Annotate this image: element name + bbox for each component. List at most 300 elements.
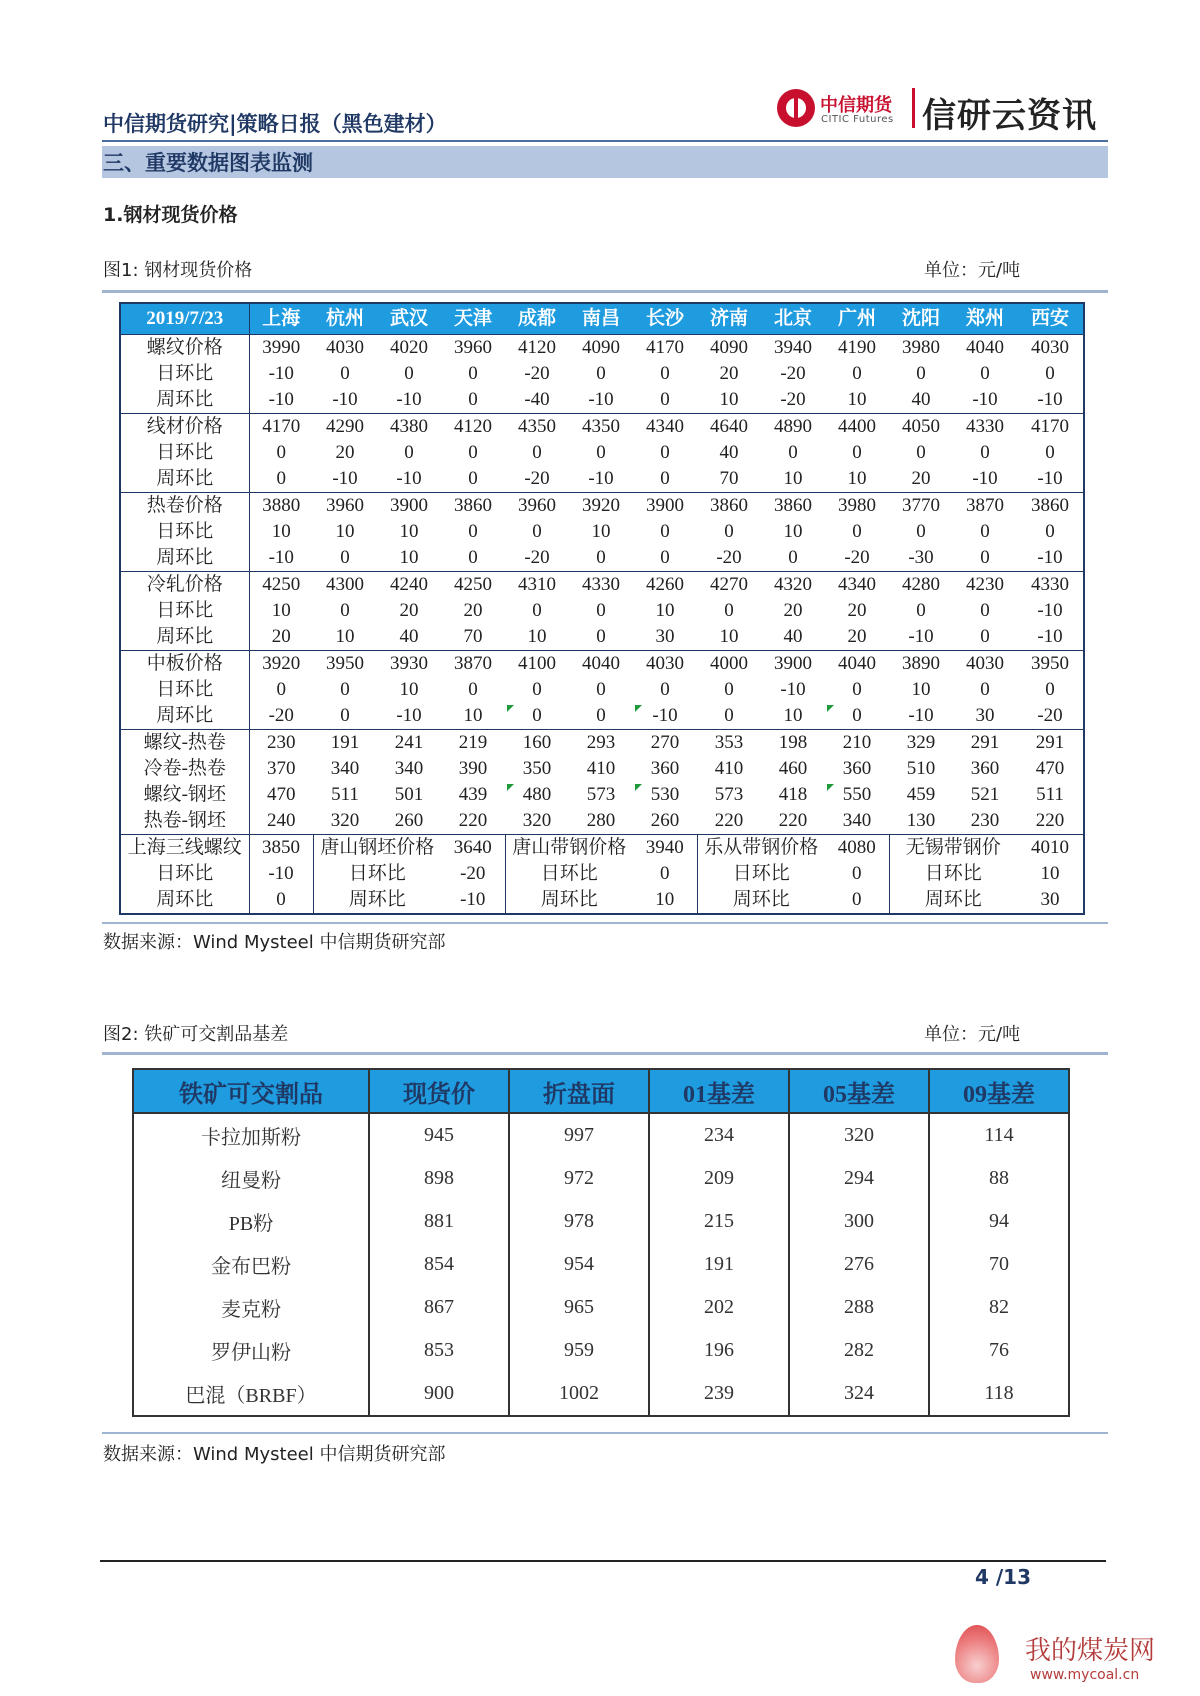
value-cell: 0 <box>1045 442 1055 463</box>
extra-value: 3850 <box>249 835 313 862</box>
table-row <box>133 1329 1069 1372</box>
table-row <box>120 756 1084 782</box>
value-cell: 898 <box>369 1157 509 1200</box>
value-cell: 410 <box>586 758 616 779</box>
table-row <box>133 1243 1069 1286</box>
value-cell: 4330 <box>569 572 633 599</box>
value-cell: 215 <box>649 1200 789 1243</box>
value-cell: 0 <box>468 468 478 489</box>
value-cell: 1002 <box>509 1372 649 1416</box>
fig2-source: 数据来源：Wind Mysteel 中信期货研究部 <box>103 1444 446 1465</box>
value-cell: 40 <box>911 389 931 410</box>
value-cell: -20 <box>524 363 550 384</box>
value-cell: -20 <box>524 468 550 489</box>
ore-name-cell: 金布巴粉 <box>133 1243 369 1286</box>
value-cell: 0 <box>825 703 889 730</box>
value-cell: -20 <box>780 389 806 410</box>
value-cell: -10 <box>332 468 358 489</box>
fig1-source: 数据来源：Wind Mysteel 中信期货研究部 <box>103 932 446 953</box>
column-header: 铁矿可交割品 <box>133 1069 369 1113</box>
value-cell: 4030 <box>633 651 697 678</box>
value-cell: 320 <box>522 810 552 831</box>
header-divider <box>102 140 1108 142</box>
value-cell: 4270 <box>697 572 761 599</box>
value-cell: 4340 <box>825 572 889 599</box>
value-cell: 202 <box>649 1286 789 1329</box>
value-cell: 972 <box>509 1157 649 1200</box>
extra-row <box>120 835 1084 862</box>
value-cell: 4290 <box>313 414 377 441</box>
value-cell: 10 <box>463 705 483 726</box>
value-cell: 160 <box>505 730 569 757</box>
value-cell: 360 <box>842 758 872 779</box>
fig1-caption: 图1: 钢材现货价格 <box>103 260 253 281</box>
value-cell: 0 <box>340 705 350 726</box>
value-cell: 198 <box>761 730 825 757</box>
value-cell: -20 <box>716 547 742 568</box>
value-cell: 20 <box>335 442 355 463</box>
value-cell: 853 <box>369 1329 509 1372</box>
row-label: 日环比 <box>120 519 249 545</box>
value-cell: 353 <box>697 730 761 757</box>
row-label: 中板价格 <box>120 651 249 678</box>
table-row <box>133 1200 1069 1243</box>
value-cell: 4040 <box>953 335 1017 362</box>
value-cell: 3920 <box>249 651 313 678</box>
table-row <box>120 651 1084 678</box>
watermark-text: 我的煤炭网 <box>1025 1636 1156 1666</box>
ore-name-cell: 卡拉加斯粉 <box>133 1113 369 1157</box>
value-cell: 4040 <box>569 651 633 678</box>
value-cell: 954 <box>509 1243 649 1286</box>
value-cell: 219 <box>441 730 505 757</box>
value-cell: 4250 <box>249 572 313 599</box>
value-cell: 0 <box>660 468 670 489</box>
value-cell: 360 <box>650 758 680 779</box>
value-cell: 10 <box>399 679 419 700</box>
value-cell: 3960 <box>505 493 569 520</box>
value-cell: 4400 <box>825 414 889 441</box>
table-row <box>120 572 1084 599</box>
subsection-title: 1.钢材现货价格 <box>103 204 238 226</box>
value-cell: 0 <box>276 679 286 700</box>
value-cell: 4050 <box>889 414 953 441</box>
value-cell: 320 <box>789 1113 929 1157</box>
value-cell: 10 <box>655 600 675 621</box>
column-header: 05基差 <box>789 1069 929 1113</box>
value-cell: 130 <box>906 810 936 831</box>
value-cell: 10 <box>271 521 291 542</box>
value-cell: 230 <box>970 810 1000 831</box>
value-cell: 3980 <box>889 335 953 362</box>
value-cell: -40 <box>524 389 550 410</box>
value-cell: 501 <box>394 784 424 805</box>
value-cell: 300 <box>789 1200 929 1243</box>
value-cell: 220 <box>778 810 808 831</box>
city-header: 北京 <box>761 303 825 335</box>
value-cell: 0 <box>980 679 990 700</box>
table-row <box>120 598 1084 624</box>
value-cell: 350 <box>522 758 552 779</box>
value-cell: 10 <box>911 679 931 700</box>
value-cell: 0 <box>660 363 670 384</box>
value-cell: 20 <box>847 626 867 647</box>
value-cell: 4380 <box>377 414 441 441</box>
extra-value: -10 <box>441 887 505 914</box>
ore-name-cell: 纽曼粉 <box>133 1157 369 1200</box>
value-cell: 439 <box>458 784 488 805</box>
value-cell: 530 <box>633 782 697 808</box>
value-cell: 0 <box>340 547 350 568</box>
city-header: 广州 <box>825 303 889 335</box>
value-cell: 3900 <box>761 651 825 678</box>
value-cell: 470 <box>1035 758 1065 779</box>
extra-value: 4080 <box>825 835 889 862</box>
table-row <box>120 519 1084 545</box>
value-cell: 945 <box>369 1113 509 1157</box>
value-cell: -10 <box>972 468 998 489</box>
extra-label: 乐从带钢价格 <box>697 835 825 862</box>
table-row <box>120 624 1084 651</box>
value-cell: 0 <box>852 363 862 384</box>
value-cell: 329 <box>889 730 953 757</box>
value-cell: 0 <box>980 600 990 621</box>
value-cell: 4120 <box>441 414 505 441</box>
value-cell: 390 <box>458 758 488 779</box>
value-cell: 550 <box>825 782 889 808</box>
value-cell: 4030 <box>953 651 1017 678</box>
value-cell: 0 <box>916 600 926 621</box>
column-header: 09基差 <box>929 1069 1069 1113</box>
value-cell: 0 <box>724 600 734 621</box>
table-row <box>120 387 1084 414</box>
city-header: 长沙 <box>633 303 697 335</box>
city-header: 天津 <box>441 303 505 335</box>
value-cell: 3960 <box>441 335 505 362</box>
value-cell: 0 <box>916 442 926 463</box>
value-cell: 40 <box>399 626 419 647</box>
value-cell: 240 <box>267 810 296 831</box>
value-cell: -10 <box>332 389 358 410</box>
value-cell: -10 <box>396 389 422 410</box>
value-cell: 3770 <box>889 493 953 520</box>
value-cell: 4890 <box>761 414 825 441</box>
value-cell: -20 <box>780 363 806 384</box>
value-cell: 82 <box>929 1286 1069 1329</box>
value-cell: 0 <box>596 679 606 700</box>
value-cell: 0 <box>660 521 670 542</box>
value-cell: 3950 <box>313 651 377 678</box>
value-cell: 900 <box>369 1372 509 1416</box>
value-cell: 959 <box>509 1329 649 1372</box>
extra-label: 日环比 <box>120 861 249 887</box>
value-cell: -10 <box>1037 547 1063 568</box>
value-cell: 70 <box>929 1243 1069 1286</box>
flame-logo-icon <box>955 1625 999 1683</box>
extra-value: 4010 <box>1017 835 1084 862</box>
row-label: 螺纹价格 <box>120 335 249 362</box>
value-cell: 220 <box>458 810 488 831</box>
value-cell: 0 <box>404 363 414 384</box>
value-cell: 4350 <box>569 414 633 441</box>
value-cell: 4040 <box>825 651 889 678</box>
logo-english-name: CITIC Futures <box>821 114 894 125</box>
value-cell: 3980 <box>825 493 889 520</box>
row-label: 日环比 <box>120 598 249 624</box>
value-cell: 0 <box>660 547 670 568</box>
extra-label: 日环比 <box>732 863 790 884</box>
value-cell: 0 <box>660 442 670 463</box>
value-cell: 3900 <box>377 493 441 520</box>
extra-value: 3640 <box>441 835 505 862</box>
value-cell: 965 <box>509 1286 649 1329</box>
value-cell: 0 <box>468 389 478 410</box>
value-cell: 3860 <box>761 493 825 520</box>
extra-label: 无锡带钢价 <box>889 835 1017 862</box>
value-cell: 4340 <box>633 414 697 441</box>
value-cell: 340 <box>394 758 424 779</box>
ore-name-cell: 罗伊山粉 <box>133 1329 369 1372</box>
value-cell: 10 <box>335 521 355 542</box>
value-cell: 3960 <box>313 493 377 520</box>
section-title: 三、重要数据图表监测 <box>103 151 313 175</box>
value-cell: 3860 <box>697 493 761 520</box>
value-cell: 282 <box>789 1329 929 1372</box>
value-cell: 0 <box>596 600 606 621</box>
value-cell: 3880 <box>249 493 313 520</box>
fig2-bottom-line <box>102 1432 1108 1434</box>
extra-value: 3940 <box>633 835 697 862</box>
value-cell: -10 <box>780 679 806 700</box>
city-header: 成都 <box>505 303 569 335</box>
value-cell: 10 <box>719 389 739 410</box>
value-cell: 0 <box>852 442 862 463</box>
value-cell: 320 <box>330 810 360 831</box>
city-header: 郑州 <box>953 303 1017 335</box>
value-cell: 10 <box>719 626 739 647</box>
value-cell: 4350 <box>505 414 569 441</box>
row-label: 周环比 <box>120 387 249 414</box>
value-cell: 480 <box>505 782 569 808</box>
value-cell: 291 <box>1017 730 1084 757</box>
value-cell: -10 <box>268 389 294 410</box>
value-cell: 418 <box>778 784 808 805</box>
value-cell: 3870 <box>953 493 1017 520</box>
value-cell: 30 <box>655 626 675 647</box>
footer-divider <box>100 1560 1106 1562</box>
value-cell: 10 <box>783 521 803 542</box>
value-cell: 30 <box>975 705 995 726</box>
table-row <box>120 440 1084 466</box>
value-cell: 76 <box>929 1329 1069 1372</box>
value-cell: 0 <box>340 600 350 621</box>
extra-value: 0 <box>249 887 313 914</box>
value-cell: 0 <box>1045 521 1055 542</box>
logo-separator <box>912 88 915 128</box>
extra-label: 唐山带钢价格 <box>505 835 633 862</box>
page-number: 4 /13 <box>975 1565 1032 1589</box>
table-row <box>120 703 1084 730</box>
city-header: 杭州 <box>313 303 377 335</box>
row-label: 线材价格 <box>120 414 249 441</box>
fig1-top-line <box>102 290 1108 293</box>
value-cell: 0 <box>404 442 414 463</box>
value-cell: 4250 <box>441 572 505 599</box>
value-cell: 410 <box>714 758 744 779</box>
fig2-caption: 图2: 铁矿可交割品基差 <box>103 1024 289 1045</box>
value-cell: 4100 <box>505 651 569 678</box>
value-cell: 0 <box>980 626 990 647</box>
value-cell: 20 <box>399 600 419 621</box>
extra-value: -10 <box>249 861 313 887</box>
city-header: 济南 <box>697 303 761 335</box>
value-cell: 4030 <box>1017 335 1084 362</box>
value-cell: -10 <box>268 547 294 568</box>
value-cell: 191 <box>649 1243 789 1286</box>
value-cell: 20 <box>463 600 483 621</box>
value-cell: 270 <box>633 730 697 757</box>
value-cell: 0 <box>916 521 926 542</box>
value-cell: 4280 <box>889 572 953 599</box>
value-cell: -10 <box>972 389 998 410</box>
table-row <box>120 782 1084 808</box>
value-cell: 10 <box>847 468 867 489</box>
extra-value: 0 <box>825 861 889 887</box>
value-cell: 4640 <box>697 414 761 441</box>
table-row <box>133 1286 1069 1329</box>
value-cell: -20 <box>268 705 294 726</box>
value-cell: 521 <box>970 784 1000 805</box>
value-cell: 0 <box>660 679 670 700</box>
extra-label: 周环比 <box>540 889 598 910</box>
value-cell: -10 <box>1037 389 1063 410</box>
extra-label: 周环比 <box>924 889 982 910</box>
value-cell: 10 <box>399 521 419 542</box>
value-cell: 209 <box>649 1157 789 1200</box>
value-cell: -10 <box>588 468 614 489</box>
value-cell: 573 <box>586 784 616 805</box>
row-label: 周环比 <box>120 545 249 572</box>
value-cell: 280 <box>586 810 616 831</box>
value-cell: 10 <box>847 389 867 410</box>
value-cell: 4320 <box>761 572 825 599</box>
row-label: 日环比 <box>120 361 249 387</box>
extra-label: 周环比 <box>732 889 790 910</box>
value-cell: 4330 <box>953 414 1017 441</box>
value-cell: 0 <box>340 363 350 384</box>
extra-value: 0 <box>633 861 697 887</box>
value-cell: 20 <box>911 468 931 489</box>
value-cell: 0 <box>1045 363 1055 384</box>
value-cell: 3920 <box>569 493 633 520</box>
value-cell: -10 <box>588 389 614 410</box>
value-cell: 511 <box>331 784 359 805</box>
value-cell: 230 <box>249 730 313 757</box>
table-row <box>120 545 1084 572</box>
value-cell: 191 <box>313 730 377 757</box>
city-header: 沈阳 <box>889 303 953 335</box>
ore-name-cell: 麦克粉 <box>133 1286 369 1329</box>
value-cell: 0 <box>980 442 990 463</box>
value-cell: 3900 <box>633 493 697 520</box>
extra-row <box>120 887 1084 914</box>
value-cell: 4090 <box>697 335 761 362</box>
table-row <box>120 361 1084 387</box>
value-cell: 20 <box>271 626 291 647</box>
extra-label: 唐山钢坯价格 <box>313 835 441 862</box>
value-cell: 88 <box>929 1157 1069 1200</box>
value-cell: 0 <box>532 679 542 700</box>
value-cell: 3870 <box>441 651 505 678</box>
row-label: 热卷价格 <box>120 493 249 520</box>
extra-label: 日环比 <box>348 863 406 884</box>
table-row <box>120 493 1084 520</box>
column-header: 01基差 <box>649 1069 789 1113</box>
table-row <box>120 414 1084 441</box>
extra-label: 上海三线螺纹 <box>120 835 249 862</box>
row-label: 冷轧价格 <box>120 572 249 599</box>
extra-value: 0 <box>825 887 889 914</box>
row-label: 螺纹-热卷 <box>120 730 249 757</box>
value-cell: 20 <box>847 600 867 621</box>
value-cell: 370 <box>267 758 296 779</box>
row-label: 日环比 <box>120 440 249 466</box>
value-cell: -20 <box>524 547 550 568</box>
value-cell: -10 <box>396 468 422 489</box>
value-cell: 0 <box>916 363 926 384</box>
row-label: 日环比 <box>120 677 249 703</box>
value-cell: 4310 <box>505 572 569 599</box>
value-cell: 4170 <box>1017 414 1084 441</box>
value-cell: 0 <box>724 705 734 726</box>
value-cell: 3950 <box>1017 651 1084 678</box>
value-cell: 0 <box>468 547 478 568</box>
extra-value: 10 <box>633 887 697 914</box>
value-cell: 573 <box>714 784 744 805</box>
value-cell: 0 <box>852 521 862 542</box>
value-cell: 0 <box>724 679 734 700</box>
value-cell: 0 <box>852 679 862 700</box>
value-cell: 0 <box>596 626 606 647</box>
table-row <box>120 808 1084 835</box>
value-cell: 0 <box>276 468 286 489</box>
value-cell: -20 <box>1037 705 1063 726</box>
table-row <box>120 335 1084 362</box>
value-cell: 10 <box>591 521 611 542</box>
fig2-top-line <box>102 1052 1108 1055</box>
value-cell: 4090 <box>569 335 633 362</box>
value-cell: 239 <box>649 1372 789 1416</box>
column-header: 折盘面 <box>509 1069 649 1113</box>
row-label: 周环比 <box>120 624 249 651</box>
extra-row <box>120 861 1084 887</box>
column-header: 现货价 <box>369 1069 509 1113</box>
extra-value: 30 <box>1040 889 1060 910</box>
value-cell: 4020 <box>377 335 441 362</box>
value-cell: 40 <box>719 442 739 463</box>
row-label: 热卷-钢坯 <box>120 808 249 835</box>
value-cell: 118 <box>929 1372 1069 1416</box>
value-cell: 3890 <box>889 651 953 678</box>
row-label: 周环比 <box>120 466 249 493</box>
value-cell: 510 <box>906 758 936 779</box>
city-header: 上海 <box>249 303 313 335</box>
value-cell: 0 <box>980 547 990 568</box>
table-row <box>133 1157 1069 1200</box>
value-cell: 0 <box>468 442 478 463</box>
value-cell: 0 <box>1045 679 1055 700</box>
value-cell: 978 <box>509 1200 649 1243</box>
